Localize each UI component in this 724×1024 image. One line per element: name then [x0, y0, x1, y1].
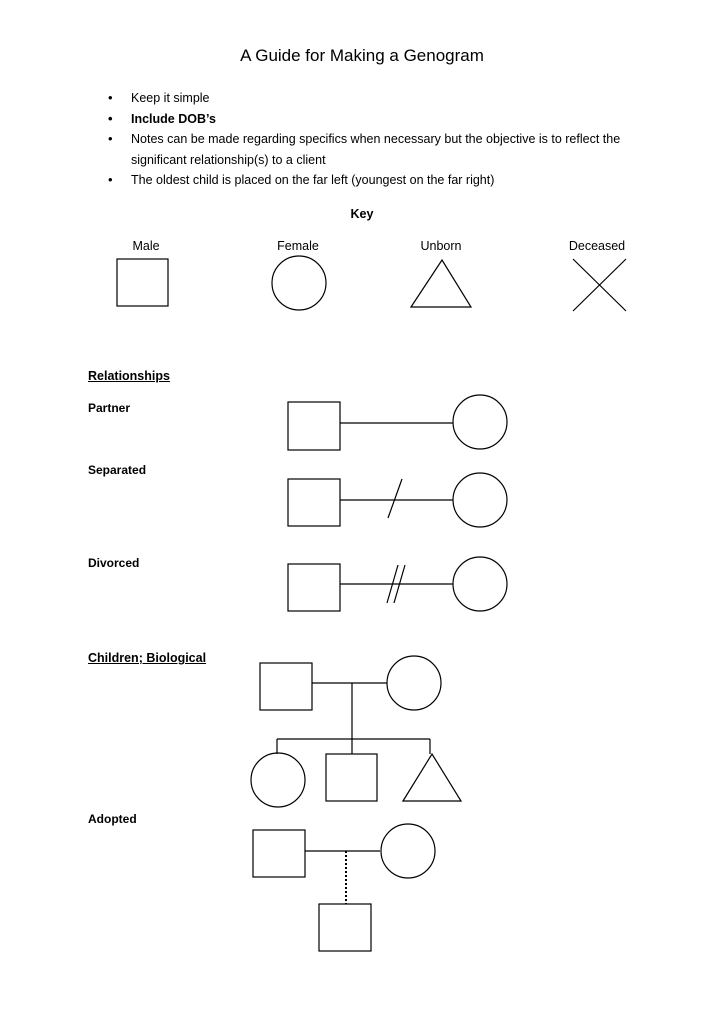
key-heading: Key — [350, 207, 374, 221]
child-unborn-triangle-icon — [403, 754, 461, 801]
female-circle-icon — [453, 473, 507, 527]
separated-label: Separated — [88, 463, 147, 477]
adopted-label: Adopted — [88, 812, 137, 826]
separated-diagram — [288, 473, 507, 527]
female-circle-icon — [272, 256, 326, 310]
partner-label: Partner — [88, 401, 131, 415]
male-square-icon — [288, 564, 340, 611]
bullet-item: • Keep it simple — [108, 88, 651, 109]
key-label-unborn: Unborn — [420, 239, 462, 253]
child-female-circle-icon — [251, 753, 305, 807]
male-square-icon — [288, 402, 340, 450]
bullet-item: • Include DOB’s — [108, 109, 651, 130]
key-label-deceased: Deceased — [568, 239, 626, 253]
father-square-icon — [253, 830, 305, 877]
female-circle-icon — [453, 395, 507, 449]
mother-circle-icon — [381, 824, 435, 878]
female-circle-icon — [453, 557, 507, 611]
biological-children-diagram — [251, 656, 461, 807]
children-heading: Children; Biological — [88, 651, 207, 665]
relationships-heading: Relationships — [88, 369, 170, 383]
key-symbols — [117, 256, 626, 311]
separation-slash-icon — [388, 479, 402, 518]
page-title: A Guide for Making a Genogram — [240, 46, 484, 65]
male-square-icon — [117, 259, 168, 306]
key-label-male: Male — [132, 239, 160, 253]
divorced-diagram — [288, 557, 507, 611]
adopted-child-square-icon — [319, 904, 371, 951]
unborn-triangle-icon — [411, 260, 471, 307]
adopted-children-diagram — [253, 824, 435, 951]
deceased-cross-icon — [573, 259, 626, 311]
partner-diagram — [288, 395, 507, 450]
father-square-icon — [260, 663, 312, 710]
child-male-square-icon — [326, 754, 377, 801]
bullet-item: • Notes can be made regarding specifics when necessary but the objective is to reflect the significant relationship(s) to a client — [108, 129, 651, 170]
male-square-icon — [288, 479, 340, 526]
divorced-label: Divorced — [88, 556, 140, 570]
key-label-female: Female — [277, 239, 319, 253]
mother-circle-icon — [387, 656, 441, 710]
bullet-item: • The oldest child is placed on the far left (youngest on the far right) — [108, 170, 651, 191]
